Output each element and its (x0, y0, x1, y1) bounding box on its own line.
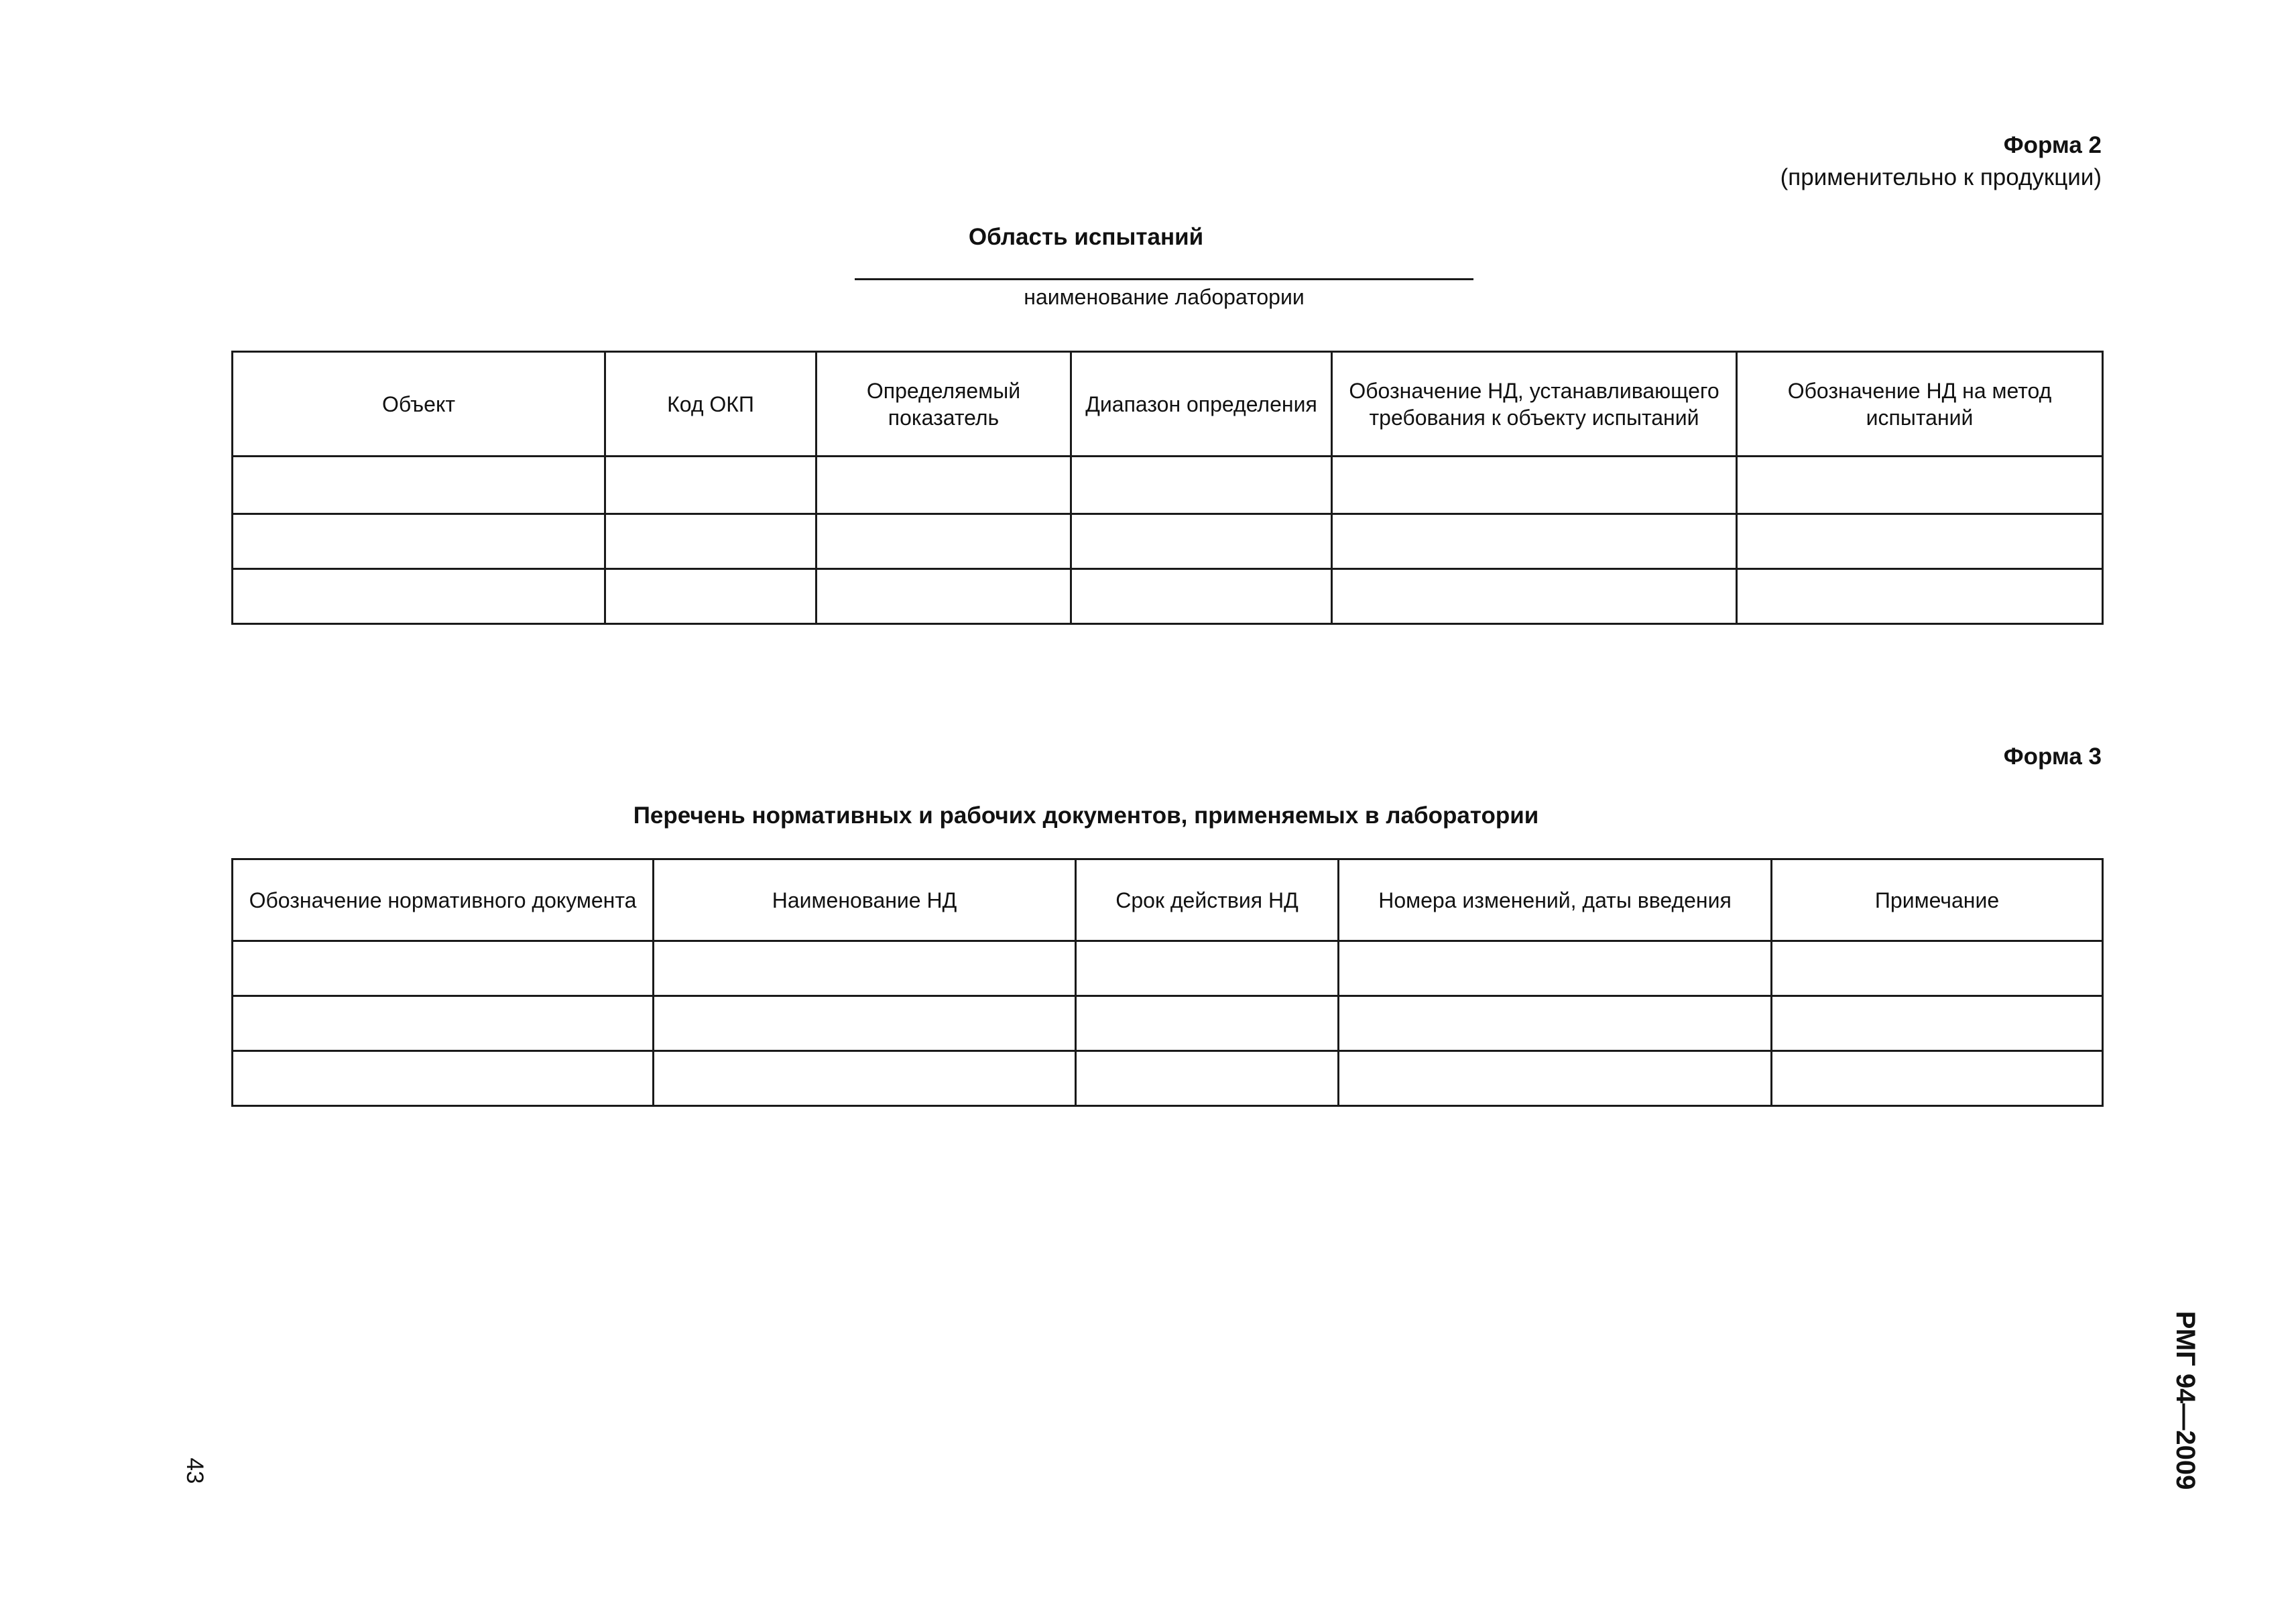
table-cell[interactable] (1772, 1051, 2103, 1106)
column-header-amendments: Номера изменений, даты введения (1339, 859, 1772, 941)
column-header-document-designation: Обозначение нормативного документа (233, 859, 654, 941)
table-cell[interactable] (1076, 996, 1339, 1051)
table-header-row (233, 352, 2103, 457)
table-cell[interactable] (605, 457, 817, 514)
table-cell[interactable] (1737, 514, 2103, 569)
table-cell[interactable] (1332, 514, 1737, 569)
table-cell[interactable] (654, 941, 1076, 996)
form2-subtitle: (применительно к продукции) (1780, 164, 2102, 190)
table-row (233, 569, 2103, 624)
table-row (233, 514, 2103, 569)
form3-title: Перечень нормативных и рабочих документов, применяемых в лаборатории (633, 802, 1539, 829)
laboratory-name-line (855, 278, 1473, 280)
form2-label: Форма 2 (2003, 132, 2102, 158)
table-cell[interactable] (233, 457, 605, 514)
form2-title: Область испытаний (968, 224, 1204, 250)
laboratory-name-caption: наименование лаборатории (1024, 285, 1305, 309)
table-cell[interactable] (1737, 569, 2103, 624)
table-cell[interactable] (1071, 457, 1332, 514)
page-number: 43 (182, 1457, 208, 1484)
table-cell[interactable] (605, 569, 817, 624)
column-header-range: Диапазон определения (1071, 352, 1332, 457)
table-cell[interactable] (817, 457, 1071, 514)
table-cell[interactable] (654, 1051, 1076, 1106)
column-header-object: Объект (233, 352, 605, 457)
column-header-indicator: Определяемый показатель (817, 352, 1071, 457)
table-header-row (233, 859, 2103, 941)
table-cell[interactable] (233, 996, 654, 1051)
table-cell[interactable] (233, 1051, 654, 1106)
table-cell[interactable] (654, 996, 1076, 1051)
column-header-nd-name: Наименование НД (654, 859, 1076, 941)
table-row (233, 457, 2103, 514)
table-cell[interactable] (1737, 457, 2103, 514)
column-header-note: Примечание (1772, 859, 2103, 941)
column-header-requirements-nd: Обозначение НД, устанавливающего требования к объекту испытаний (1332, 352, 1737, 457)
table-cell[interactable] (233, 941, 654, 996)
table-row (233, 941, 2103, 996)
documents-list-table (231, 858, 2104, 1107)
table-row (233, 996, 2103, 1051)
table-cell[interactable] (817, 569, 1071, 624)
table-cell[interactable] (1076, 941, 1339, 996)
table-cell[interactable] (1339, 941, 1772, 996)
table-cell[interactable] (1772, 996, 2103, 1051)
table-cell[interactable] (1332, 457, 1737, 514)
column-header-validity: Срок действия НД (1076, 859, 1339, 941)
table-cell[interactable] (1071, 569, 1332, 624)
form3-label: Форма 3 (2003, 743, 2102, 770)
table-cell[interactable] (1076, 1051, 1339, 1106)
table-cell[interactable] (817, 514, 1071, 569)
column-header-method-nd: Обозначение НД на метод испытаний (1737, 352, 2103, 457)
table-cell[interactable] (1339, 1051, 1772, 1106)
table-cell[interactable] (1339, 996, 1772, 1051)
table-cell[interactable] (605, 514, 817, 569)
testing-scope-table (231, 351, 2104, 625)
document-code: РМГ 94—2009 (2171, 1311, 2200, 1490)
table-row (233, 1051, 2103, 1106)
table-cell[interactable] (233, 569, 605, 624)
table-cell[interactable] (233, 514, 605, 569)
column-header-okp-code: Код ОКП (605, 352, 817, 457)
table-cell[interactable] (1332, 569, 1737, 624)
table-cell[interactable] (1071, 514, 1332, 569)
table-cell[interactable] (1772, 941, 2103, 996)
